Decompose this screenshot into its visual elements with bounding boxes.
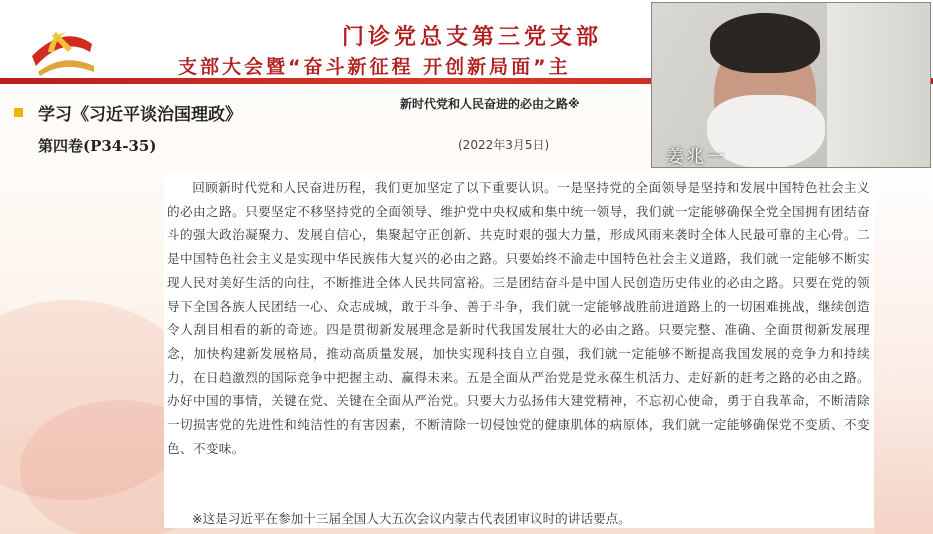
video-background (827, 3, 931, 168)
study-topic: 学习《习近平谈治国理政》 (38, 105, 242, 125)
slide-subtitle: 支部大会暨“奋斗新征程 开创新局面”主 (178, 56, 571, 78)
document-date: (2022年3月5日) (458, 138, 550, 152)
bullet-marker (14, 108, 23, 117)
document-heading: 新时代党和人民奋进的必由之路※ (400, 97, 580, 111)
party-emblem-icon (28, 22, 98, 76)
participant-name-label: 姜兆一 (666, 147, 726, 168)
study-volume: 第四卷(P34-35) (38, 137, 157, 155)
participant-video-tile[interactable] (651, 2, 931, 168)
participant-hair (710, 13, 820, 73)
document-body: 回顾新时代党和人民奋进历程，我们更加坚定了以下重要认识。一是坚持党的全面领导是坚持和发展中国特色社会主义的必由之路。只要坚定不移坚持党的全面领导、维护党中央权威和集中统一领导，我们就一定能够确保全党全国拥有团结奋斗的强大政治凝聚力、发展自信心，集聚起守正创新、共克时艰的强大力量，形成风雨来袭时全体人民最可靠的主心骨。二是中国特色社会主义是实现中华民族伟大复兴的必由之路。只要始终不渝走中国特色社会主义道路，我们就一定能够不断实现人民对美好生活的向往，不断推进全体人民共同富裕。三是团结奋斗是中国人民创造历史伟业的必由之路。只要在党的领导下全国各族人民团结一心、众志成城，敢于斗争、善于斗争，我们就一定能够战胜前进道路上的一切困难挑战，继续创造令人刮目相看的新的奇迹。四是贯彻新发展理念是新时代我国发展壮大的必由之路。只要完整、准确、全面贯彻新发展理念，加快构建新发展格局，推动高质量发展，加快实现科技自立自强，我们就一定能够不断提高我国发展的竞争力和持续力，在日趋激烈的国际竞争中把握主动、赢得未来。五是全面从严治党是党永葆生机活力、走好新的赶考之路的必由之路。办好中国的事情，关键在党、关键在全面从严治党。只要大力弘扬伟大建党精神，不忘初心使命，勇于自我革命，不断清除一切损害党的先进性和纯洁性的有害因素，不断清除一切侵蚀党的健康肌体的病原体，我们就一定能够确保党不变质、不变色、不变味。 (167, 180, 870, 456)
document-footnote: ※这是习近平在参加十三届全国人大五次会议内蒙古代表团审议时的讲话要点。 (192, 511, 631, 526)
slide-title: 门诊党总支第三党支部 (342, 25, 603, 50)
slide-background-edge (874, 168, 933, 534)
